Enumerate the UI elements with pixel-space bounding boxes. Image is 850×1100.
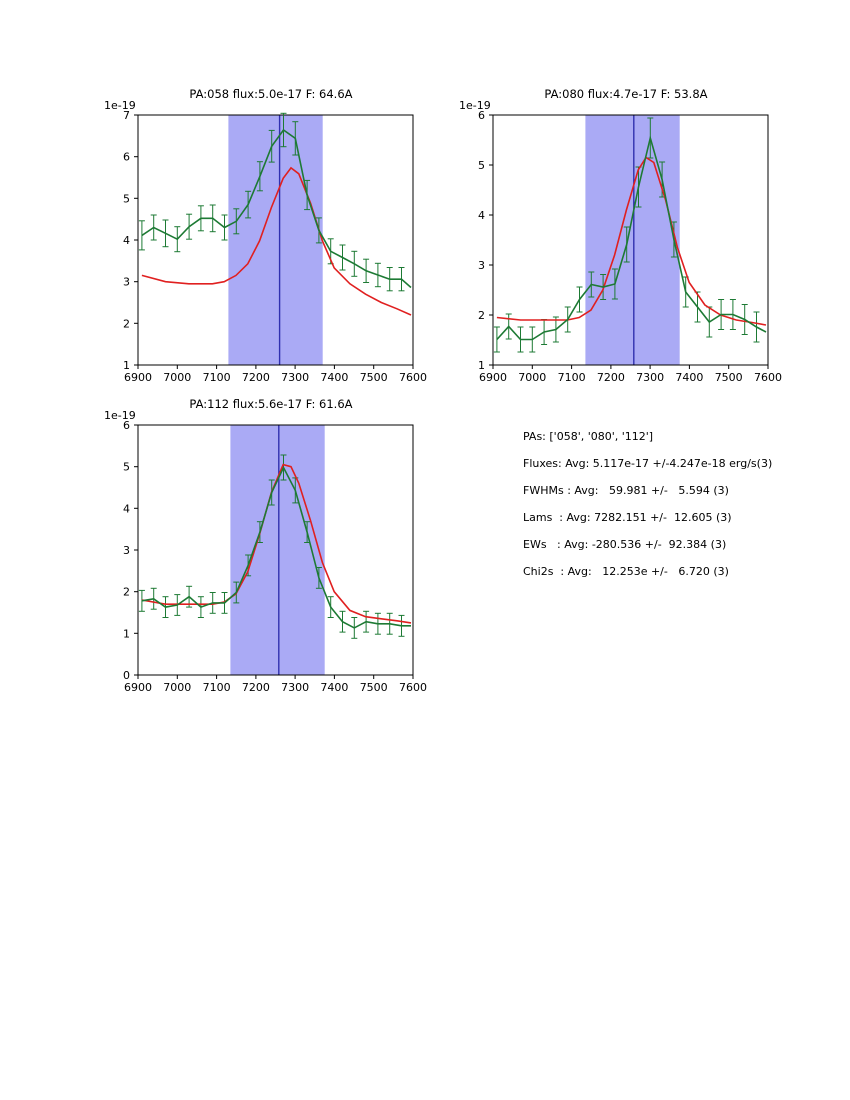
svg-text:6: 6 <box>478 109 485 122</box>
svg-text:1: 1 <box>123 627 130 641</box>
svg-text:6900: 6900 <box>124 681 152 694</box>
panel-pa080 <box>455 70 782 384</box>
svg-text:7300: 7300 <box>636 371 665 384</box>
panel-pa080-exponent: 1e-19 <box>459 99 491 112</box>
stats-line-chi2s: Chi2s : Avg: 12.253e +/- 6.720 (3) <box>523 565 729 578</box>
svg-text:7100: 7100 <box>202 371 231 384</box>
svg-text:6900: 6900 <box>479 371 507 384</box>
svg-text:7500: 7500 <box>359 371 388 384</box>
svg-text:5: 5 <box>123 192 130 206</box>
svg-text:1: 1 <box>478 359 485 372</box>
svg-text:4: 4 <box>478 209 485 222</box>
svg-text:7300: 7300 <box>281 681 310 694</box>
svg-text:7200: 7200 <box>596 371 625 384</box>
svg-text:6: 6 <box>123 150 130 164</box>
svg-text:2: 2 <box>123 585 130 599</box>
panel-pa112-shaded-band <box>230 426 324 675</box>
panel-pa080-title-line1: PA:080 flux:4.7e-17 F: 53.8A <box>544 87 708 101</box>
svg-text:7100: 7100 <box>202 681 231 694</box>
svg-text:4: 4 <box>123 234 130 247</box>
stats-line-fluxes: Fluxes: Avg: 5.117e-17 +/-4.247e-18 erg/s(3) <box>523 457 773 470</box>
svg-text:5: 5 <box>123 460 130 474</box>
panel-pa112-exponent: 1e-19 <box>104 409 136 422</box>
panel-pa080-plot <box>455 70 782 384</box>
svg-text:7000: 7000 <box>518 371 547 384</box>
svg-text:7500: 7500 <box>714 371 743 384</box>
svg-text:7000: 7000 <box>163 371 192 384</box>
svg-text:7: 7 <box>123 109 130 122</box>
svg-text:7600: 7600 <box>399 681 427 694</box>
stats-line-lams: Lams : Avg: 7282.151 +/- 12.605 (3) <box>523 511 732 524</box>
summary-stats <box>523 430 823 592</box>
svg-text:2: 2 <box>123 317 130 331</box>
svg-text:7000: 7000 <box>163 681 192 694</box>
svg-text:5: 5 <box>478 159 485 172</box>
svg-text:7200: 7200 <box>241 371 270 384</box>
svg-text:7200: 7200 <box>241 681 270 694</box>
stats-line-pas: PAs: ['058', '080', '112'] <box>523 430 654 443</box>
panel-pa058-shaded-band <box>228 116 322 365</box>
svg-text:7100: 7100 <box>557 371 586 384</box>
panel-pa058-exponent: 1e-19 <box>104 99 136 112</box>
svg-text:1: 1 <box>123 359 130 372</box>
svg-text:2: 2 <box>478 309 485 322</box>
svg-text:3: 3 <box>123 544 130 557</box>
svg-text:0: 0 <box>123 669 130 682</box>
panel-pa058-title-line1: PA:058 flux:5.0e-17 F: 64.6A <box>189 87 353 101</box>
svg-text:7400: 7400 <box>320 371 349 384</box>
svg-text:3: 3 <box>478 259 485 272</box>
svg-text:3: 3 <box>123 275 130 289</box>
panel-pa112-plot <box>100 380 427 694</box>
svg-text:7600: 7600 <box>754 371 782 384</box>
svg-text:4: 4 <box>123 502 130 516</box>
panel-pa058-plot <box>100 70 427 384</box>
panel-pa112-title-line1: PA:112 flux:5.6e-17 F: 61.6A <box>189 397 353 411</box>
svg-text:7400: 7400 <box>320 681 349 694</box>
stats-line-ews: EWs : Avg: -280.536 +/- 92.384 (3) <box>523 538 727 551</box>
panel-pa112 <box>100 380 427 694</box>
panel-pa058 <box>100 70 427 384</box>
svg-text:6900: 6900 <box>124 371 152 384</box>
svg-text:7500: 7500 <box>359 681 388 694</box>
svg-text:7400: 7400 <box>675 371 704 384</box>
svg-text:6: 6 <box>123 419 130 432</box>
svg-text:7600: 7600 <box>399 371 427 384</box>
svg-text:7300: 7300 <box>281 371 310 384</box>
panel-pa080-shaded-band <box>585 116 679 365</box>
stats-line-fwhms: FWHMs : Avg: 59.981 +/- 5.594 (3) <box>523 484 729 497</box>
